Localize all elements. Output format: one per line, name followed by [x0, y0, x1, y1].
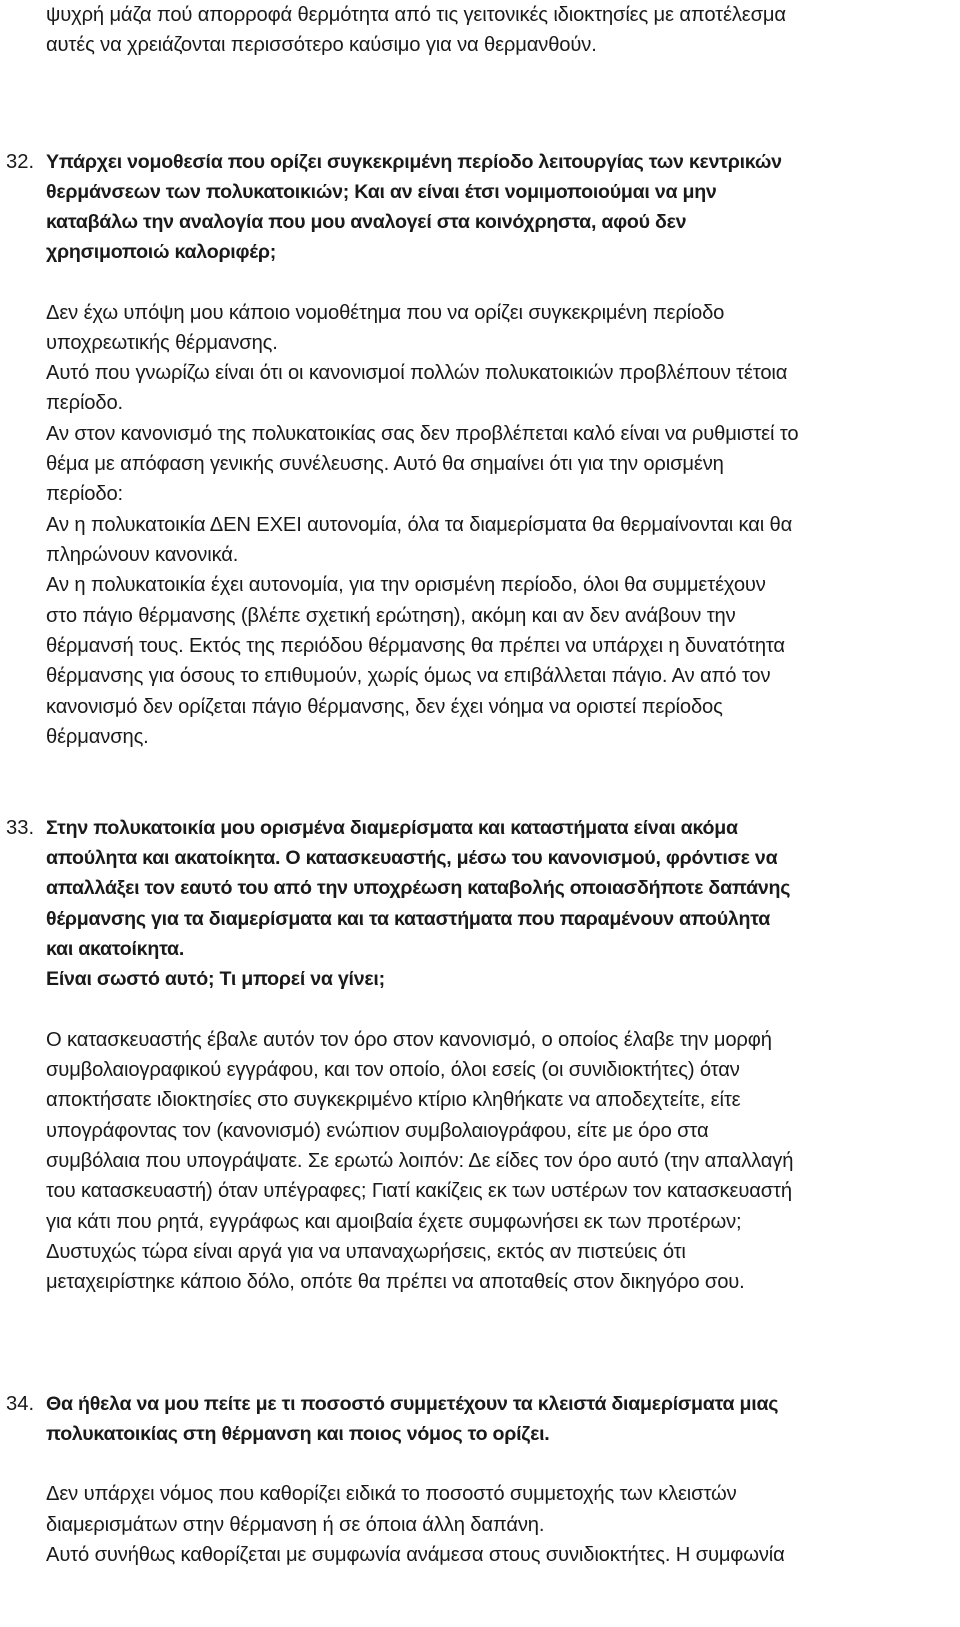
text-line: συμβόλαια που υπογράψατε. Σε ερωτώ λοιπόν: Δε είδες τον όρο αυτό (την απαλλαγή	[46, 1150, 794, 1172]
text-line: πολυκατοικίας στη θέρμανση και ποιος νόμος το ορίζει.	[46, 1423, 550, 1445]
text-line: στο πάγιο θέρμανσης (βλέπε σχετική ερώτηση), ακόμη και αν δεν ανάβουν την	[46, 605, 736, 627]
text-line: υπογράφοντας τον (κανονισμό) ενώπιον συμβολαιογράφου, είτε με όρο στα	[46, 1120, 709, 1142]
text-line: θέρμανσης.	[46, 726, 149, 748]
text-line: Είναι σωστό αυτό; Τι μπορεί να γίνει;	[46, 968, 385, 990]
text-line: κανονισμό δεν ορίζεται πάγιο θέρμανσης, δεν έχει νόημα να οριστεί περίοδος	[46, 696, 723, 718]
question-number: 34.	[6, 1393, 35, 1415]
text-line: διαμερισμάτων στην θέρμανση ή σε όποια άλλη δαπάνη.	[46, 1514, 545, 1536]
text-line: Στην πολυκατοικία μου ορισμένα διαμερίσματα και καταστήματα είναι ακόμα	[46, 817, 738, 839]
text-line: αυτές να χρειάζονται περισσότερο καύσιμο για να θερμανθούν.	[46, 34, 597, 56]
text-line: υποχρεωτικής θέρμανσης.	[46, 332, 278, 354]
question-number: 32.	[6, 151, 35, 173]
question-number: 33.	[6, 817, 35, 839]
text-line: περίοδο:	[46, 483, 123, 505]
text-line: θέρμανσης για όσους το επιθυμούν, χωρίς όμως να επιβάλλεται πάγιο. Αν από τον	[46, 665, 771, 687]
text-line: απούλητα και ακατοίκητα. Ο κατασκευαστής, μέσω του κανονισμού, φρόντισε να	[46, 847, 778, 869]
text-line: Αυτό συνήθως καθορίζεται με συμφωνία ανάμεσα στους συνιδιοκτήτες. Η συμφωνία	[46, 1544, 785, 1566]
text-line: Ο κατασκευαστής έβαλε αυτόν τον όρο στον κανονισμό, ο οποίος έλαβε την μορφή	[46, 1029, 772, 1051]
text-line: απαλλάξει τον εαυτό του από την υποχρέωση καταβολής οποιασδήποτε δαπάνης	[46, 877, 791, 899]
text-line: θέρμανσή τους. Εκτός της περιόδου θέρμανσης θα πρέπει να υπάρχει η δυνατότητα	[46, 635, 785, 657]
text-line: αποκτήσατε ιδιοκτησίες στο συγκεκριμένο κτίριο κληθήκατε να αποδεχτείτε, είτε	[46, 1089, 741, 1111]
text-line: ψυχρή μάζα πού απορροφά θερμότητα από τις γειτονικές ιδιοκτησίες με αποτέλεσμα	[46, 4, 786, 26]
text-line: Αν η πολυκατοικία ΔΕΝ ΕΧΕΙ αυτονομία, όλα τα διαμερίσματα θα θερμαίνονται και θα	[46, 514, 793, 536]
text-line: Δυστυχώς τώρα είναι αργά για να υπαναχωρήσεις, εκτός αν πιστεύεις ότι	[46, 1241, 686, 1263]
text-line: Δεν υπάρχει νόμος που καθορίζει ειδικά το ποσοστό συμμετοχής των κλειστών	[46, 1483, 737, 1505]
text-line: Αν στον κανονισμό της πολυκατοικίας σας δεν προβλέπεται καλό είναι να ρυθμιστεί το	[46, 423, 799, 445]
text-line: περίοδο.	[46, 392, 123, 414]
text-line: Αυτό που γνωρίζω είναι ότι οι κανονισμοί πολλών πολυκατοικιών προβλέπουν τέτοια	[46, 362, 788, 384]
text-line: καταβάλω την αναλογία που μου αναλογεί στα κοινόχρηστα, αφού δεν	[46, 211, 687, 233]
text-line: μεταχειρίστηκε κάποιο δόλο, οπότε θα πρέπει να αποταθείς στον δικηγόρο σου.	[46, 1271, 745, 1293]
text-line: Αν η πολυκατοικία έχει αυτονομία, για την ορισμένη περίοδο, όλοι θα συμμετέχουν	[46, 574, 766, 596]
text-line: πληρώνουν κανονικά.	[46, 544, 239, 566]
text-line: για κάτι που ρητά, εγγράφως και αμοιβαία έχετε συμφωνήσει εκ των προτέρων;	[46, 1211, 742, 1233]
text-line: και ακατοίκητα.	[46, 938, 185, 960]
text-line: Θα ήθελα να μου πείτε με τι ποσοστό συμμετέχουν τα κλειστά διαμερίσματα μιας	[46, 1393, 779, 1415]
text-line: θέμα με απόφαση γενικής συνέλευσης. Αυτό θα σημαίνει ότι για την ορισμένη	[46, 453, 724, 475]
text-line: συμβολαιογραφικού εγγράφου, και τον οποίο, όλοι εσείς (οι συνιδιοκτήτες) όταν	[46, 1059, 740, 1081]
text-line: χρησιμοποιώ καλοριφέρ;	[46, 241, 277, 263]
text-line: θερμάνσεων των πολυκατοικιών; Και αν είναι έτσι νομιμοποιούμαι να μην	[46, 181, 717, 203]
text-line: του κατασκευαστή) όταν υπέγραφες; Γιατί κακίζεις εκ των υστέρων τον κατασκευαστή	[46, 1180, 792, 1202]
text-line: Υπάρχει νομοθεσία που ορίζει συγκεκριμένη περίοδο λειτουργίας των κεντρικών	[46, 151, 782, 173]
text-line: Δεν έχω υπόψη μου κάποιο νομοθέτημα που να ορίζει συγκεκριμένη περίοδο	[46, 302, 725, 324]
text-line: θέρμανσης για τα διαμερίσματα και τα καταστήματα που παραμένουν απούλητα	[46, 908, 771, 930]
